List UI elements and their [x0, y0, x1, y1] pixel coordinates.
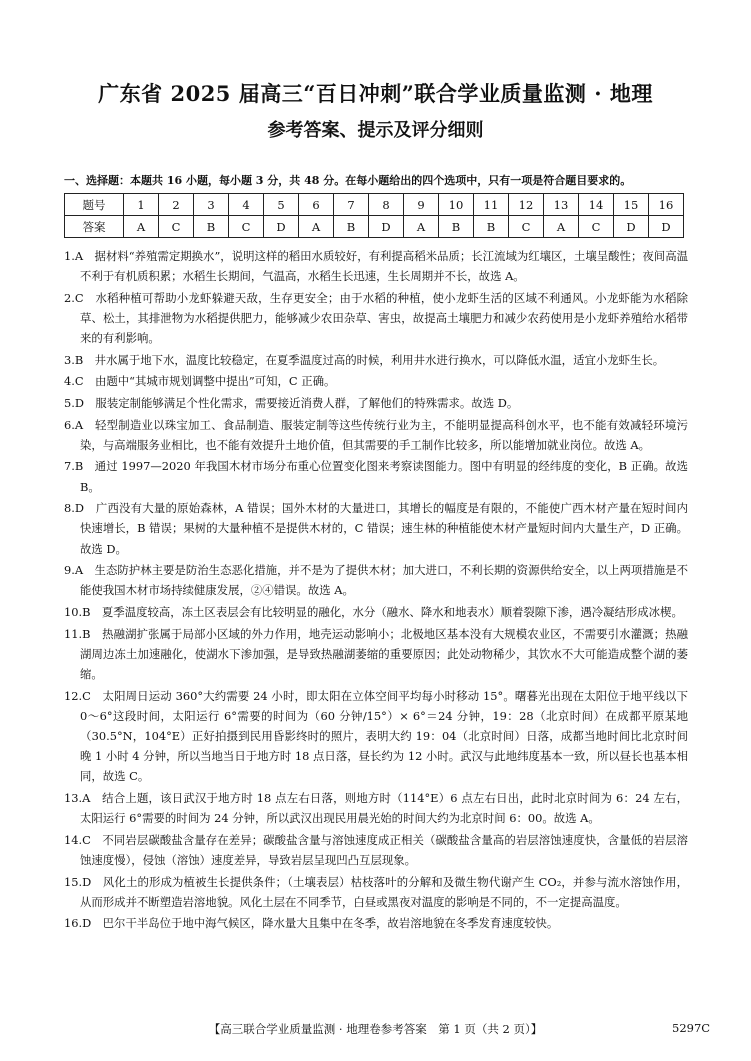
question-number-cell: 10 [439, 194, 474, 216]
item-text: 太阳周日运动 360°大约需要 24 小时，即太阳在立体空间平均每小时移动 15°。曙暮光出现在太阳位于地平线以下 0～6°这段时间，太阳运行 6°需要的时间为（60 分钟/15°）× 6°＝24 分钟，19：28（北京时间）在成都平原某地（30.5°N，104°E）正好拍摄到民用昏影终时的照片，表明大约 19：04（北京时间）日落，成都当地时间比北京时间晚 1 小时 4 分钟，所以当地当日于地方时 18 点日落，昼长约为 12 小时。武汉与此地纬度基本一致，所以昼长也基本相同，故选 C。 [80, 688, 688, 784]
document-code: 5297C [672, 1021, 711, 1035]
item-text: 夏季温度较高，冻土区表层会有比较明显的融化，水分（融水、降水和地表水）顺着裂隙下渗，遇冷凝结形成冰楔。 [101, 604, 683, 619]
item-number: 5.D [64, 395, 85, 410]
item-number: 16.D [64, 916, 92, 931]
answer-cell: D [614, 216, 649, 238]
item-number: 13.A [64, 790, 91, 805]
answer-cell: C [509, 216, 544, 238]
item-text: 热融湖扩张属于局部小区域的外力作用，地壳运动影响小；北极地区基本没有大规模农业区，不需要引水灌溉；热融湖周边冻土加速融化，使湖水下渗加强，是导致热融湖萎缩的重要原因；此处动物稀少，其饮水不大可能造成整个湖的萎缩。 [80, 626, 688, 681]
question-number-cell: 11 [474, 194, 509, 216]
explanation-item [64, 602, 688, 622]
section-heading: 一、选择题：本题共 16 小题，每小题 3 分，共 48 分。在每小题给出的四个选项中，只有一项是符合题目要求的。 [64, 174, 632, 187]
explanation-item [64, 288, 688, 349]
item-number: 11.B [64, 626, 91, 641]
question-number-cell: 8 [369, 194, 404, 216]
item-text: 服装定制能够满足个性化需求，需要接近消费人群，了解他们的特殊需求。故选 D。 [95, 395, 519, 410]
item-number: 4.C [64, 374, 84, 389]
answer-cell: A [299, 216, 334, 238]
item-text: 不同岩层碳酸盐含量存在差异；碳酸盐含量与溶蚀速度成正相关（碳酸盐含量高的岩层溶蚀速度快，含量低的岩层溶蚀速度慢），侵蚀（溶蚀）速度差异，导致岩层呈现凹凸互层现象。 [80, 832, 688, 867]
explanation-item [64, 498, 688, 559]
item-number: 15.D [64, 874, 92, 889]
item-number: 3.B [64, 352, 84, 367]
explanation-item [64, 350, 688, 370]
item-number: 7.B [64, 459, 84, 474]
question-number-cell: 15 [614, 194, 649, 216]
question-number-cell: 1 [124, 194, 159, 216]
item-text: 结合上题，该日武汉于地方时 18 点左右日落，则地方时（114°E）6 点左右日出，此时北京时间为 6：24 左右，太阳运行 6°需要的时间为 24 分钟，所以武汉出现民用晨光始的时间大约为北京时间 6：00。故选 A。 [80, 790, 688, 826]
explanation-item [64, 393, 688, 413]
question-number-cell: 3 [194, 194, 229, 216]
item-text: 通过 1997—2020 年我国木材市场分布重心位置变化图来考察读图能力。图中有明显的经纬度的变化，B 正确。故选 B。 [80, 459, 688, 494]
explanation-item [64, 560, 688, 600]
item-text: 据材料“养殖需定期换水”，说明这样的稻田水质较好，有利提高稻米品质；长江流域为红壤区，土壤呈酸性；夜间高温不利于有机质积累；水稻生长期间，气温高，水稻生长迅速，生长周期并不长，故选 A。 [80, 249, 688, 284]
question-number-cell: 16 [649, 194, 684, 216]
item-text: 轻型制造业以珠宝加工、食品制造、服装定制等这些传统行业为主，不能明显提高科创水平，也不能有效减轻环境污染，与高端服务业相比，也不能有效提升土地价值，但其需要的手工制作比较多，所以能增加就业岗位。故选 A。 [80, 417, 688, 452]
item-number: 6.A [64, 417, 84, 432]
answer-cell: C [579, 216, 614, 238]
question-number-cell: 14 [579, 194, 614, 216]
answer-cell: B [334, 216, 369, 238]
answer-cell: A [544, 216, 579, 238]
item-text: 生态防护林主要是防治生态恶化措施，并不是为了提供木材；加大进口，不利长期的资源供给安全，以上两项措施是不能使我国木材市场持续健康发展，②④错误。故选 A。 [80, 563, 688, 598]
question-number-cell: 5 [264, 194, 299, 216]
question-number-cell: 12 [509, 194, 544, 216]
explanation-item [64, 624, 688, 685]
item-number: 8.D [64, 501, 85, 516]
answer-cell: D [649, 216, 684, 238]
explanation-item [64, 872, 688, 912]
answer-cell: B [439, 216, 474, 238]
item-number: 10.B [64, 604, 91, 619]
question-number-row [65, 194, 684, 216]
explanation-item [64, 456, 688, 496]
answer-cell: C [229, 216, 264, 238]
explanation-item [64, 686, 688, 787]
answer-table [64, 193, 684, 238]
explanation-item [64, 788, 688, 828]
question-number-cell: 2 [159, 194, 194, 216]
explanation-item [64, 371, 688, 391]
item-text: 井水属于地下水，温度比较稳定，在夏季温度过高的时候，利用井水进行换水，可以降低水温，适宜小龙虾生长。 [94, 352, 665, 367]
page-subtitle: 参考答案、提示及评分细则 [267, 120, 484, 141]
answer-row [65, 216, 684, 238]
item-number: 1.A [64, 249, 84, 263]
question-number-cell: 9 [404, 194, 439, 216]
answer-cell: A [124, 216, 159, 238]
row-label-question: 题号 [65, 194, 124, 216]
item-number: 12.C [64, 688, 91, 703]
explanation-item [64, 913, 688, 933]
item-number: 2.C [64, 290, 84, 305]
answer-cell: A [404, 216, 439, 238]
question-number-cell: 7 [334, 194, 369, 216]
explanation-item [64, 830, 688, 870]
item-text: 由题中“其城市规划调整中提出”可知，C 正确。 [95, 374, 336, 389]
explanation-item [64, 415, 688, 455]
answer-cell: B [194, 216, 229, 238]
explanation-list [64, 246, 688, 935]
page-footer: 【高三联合学业质量监测 · 地理卷参考答案 第 1 页（共 2 页）】 [208, 1022, 543, 1036]
question-number-cell: 6 [299, 194, 334, 216]
row-label-answer: 答案 [65, 216, 124, 238]
answer-cell: D [264, 216, 299, 238]
item-number: 14.C [64, 832, 91, 847]
answer-cell: B [474, 216, 509, 238]
answer-cell: D [369, 216, 404, 238]
item-text: 风化土的形成为植被生长提供条件；（土壤表层）枯枝落叶的分解和及微生物代谢产生 CO₂，并参与流水溶蚀作用，从而形成并不断塑造岩溶地貌。风化土层在不同季节，白昼或黑夜对温度的影响是不同的，不一定提高温度。 [80, 874, 688, 909]
item-text: 巴尔干半岛位于地中海气候区，降水量大且集中在冬季，故岩溶地貌在冬季发育速度较快。 [102, 916, 559, 931]
question-number-cell: 4 [229, 194, 264, 216]
item-number: 9.A [64, 563, 84, 578]
item-text: 水稻种植可帮助小龙虾躲避天敌，生存更安全；由于水稻的种植，使小龙虾生活的区域不利通风。小龙虾能为水稻除草、松土，其排泄物为水稻提供肥力，能够减少农田杂草、害虫，故提高土壤肥力和减少农药使用是小龙虾养殖给水稻带来的有利影响。 [80, 290, 688, 346]
page-title: 广东省 2025 届高三“百日冲刺”联合学业质量监测 · 地理 [98, 81, 653, 106]
answer-cell: C [159, 216, 194, 238]
question-number-cell: 13 [544, 194, 579, 216]
item-text: 广西没有大量的原始森林，A 错误；国外木材的大量进口，其增长的幅度是有限的，不能使广西木材产量在短时间内快速增长，B 错误；果树的大量种植不是提供木材的，C 错误；速生林的种植能使木材产量短时间内大量生产，D 正确。故选 D。 [80, 501, 688, 556]
explanation-item [64, 246, 688, 286]
